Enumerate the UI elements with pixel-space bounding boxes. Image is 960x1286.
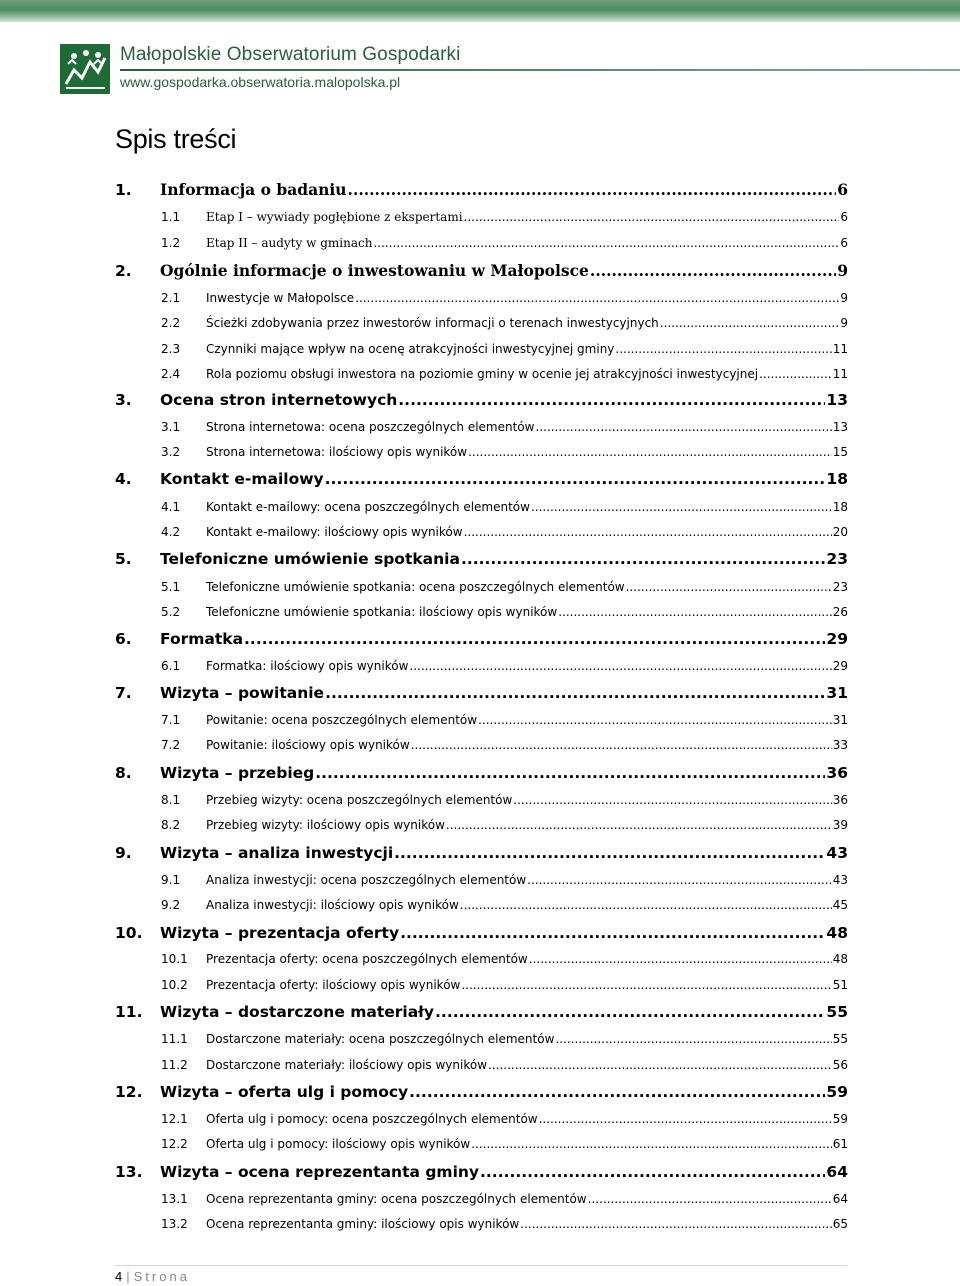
toc-entry-number: 11.2 [161, 1058, 188, 1072]
toc-dot-leader [325, 684, 825, 702]
toc-dot-leader [478, 713, 832, 727]
toc-entry-title: Inwestycje w Małopolsce [206, 291, 355, 305]
toc-chapter-entry[interactable] [115, 261, 848, 280]
toc-section-entry[interactable] [161, 525, 848, 539]
toc-entry-number: 1.1 [161, 210, 181, 224]
toc-entry-title: Oferta ulg i pomocy: ilościowy opis wyników [206, 1137, 471, 1151]
toc-entry-number: 9. [115, 844, 132, 862]
organization-url[interactable]: www.gospodarka.obserwatoria.malopolska.pl [120, 74, 401, 90]
toc-entry-number: 5.1 [161, 580, 181, 594]
toc-entry-page: 48 [826, 924, 848, 942]
toc-entry-page: 59 [832, 1112, 848, 1126]
toc-entry-number: 8. [115, 764, 132, 782]
toc-entry-title: Dostarczone materiały: ocena poszczególnych elementów [206, 1032, 555, 1046]
toc-entry-page: 18 [832, 500, 848, 514]
toc-entry-number: 11. [115, 1003, 143, 1021]
toc-entry-title: Formatka: ilościowy opis wyników [206, 659, 409, 673]
toc-entry-page: 6 [840, 210, 848, 224]
toc-entry-number: 4.2 [161, 525, 181, 539]
toc-dot-leader [355, 291, 839, 305]
toc-entry-title: Etap I – wywiady pogłębione z ekspertami [206, 210, 463, 224]
toc-section-entry[interactable] [161, 420, 848, 434]
toc-section-entry[interactable] [161, 580, 848, 594]
toc-entry-number: 11.1 [161, 1032, 188, 1046]
toc-entry-title: Kontakt e-mailowy: ocena poszczególnych elementów [206, 500, 530, 514]
toc-entry-number: 2.3 [161, 342, 181, 356]
toc-entry-title: Strona internetowa: ocena poszczególnych elementów [206, 420, 535, 434]
toc-entry-page: 64 [832, 1192, 848, 1206]
organization-name: Małopolskie Obserwatorium Gospodarki [120, 44, 461, 65]
toc-entry-page: 9 [840, 316, 848, 330]
toc-dot-leader [394, 844, 825, 862]
toc-dot-leader [529, 952, 832, 966]
toc-entry-number: 13.1 [161, 1192, 188, 1206]
toc-section-entry[interactable] [161, 873, 848, 887]
toc-entry-page: 23 [832, 580, 848, 594]
toc-entry-title: Formatka [160, 630, 244, 648]
toc-entry-title: Wizyta – przebieg [160, 764, 315, 782]
toc-entry-page: 18 [826, 470, 848, 488]
toc-entry-page: 13 [832, 420, 848, 434]
toc-dot-leader [461, 978, 831, 992]
toc-entry-page: 29 [832, 659, 848, 673]
toc-entry-title: Analiza inwestycji: ilościowy opis wyników [206, 898, 459, 912]
toc-entry-number: 1.2 [161, 236, 181, 250]
toc-entry-number: 13. [115, 1163, 143, 1181]
toc-chapter-entry[interactable] [115, 844, 848, 862]
toc-entry-number: 12.1 [161, 1112, 188, 1126]
toc-entry-number: 2.2 [161, 316, 181, 330]
footer-page-label: Strona [133, 1269, 190, 1284]
toc-entry-page: 56 [832, 1058, 848, 1072]
toc-chapter-entry[interactable] [115, 924, 848, 942]
toc-entry-page: 64 [826, 1163, 848, 1181]
toc-entry-page: 55 [832, 1032, 848, 1046]
toc-dot-leader [398, 391, 825, 409]
toc-entry-number: 8.1 [161, 793, 181, 807]
toc-dot-leader [539, 1112, 832, 1126]
footer-separator: | [126, 1269, 130, 1284]
toc-entry-page: 59 [826, 1083, 848, 1101]
toc-section-entry[interactable] [161, 605, 848, 619]
toc-entry-page: 9 [837, 261, 848, 280]
toc-entry-number: 6.1 [161, 659, 181, 673]
toc-section-entry[interactable] [161, 738, 848, 752]
toc-entry-number: 12. [115, 1083, 143, 1101]
toc-dot-leader [588, 1192, 832, 1206]
toc-dot-leader [480, 1163, 825, 1181]
toc-entry-title: Wizyta – oferta ulg i pomocy [160, 1083, 409, 1101]
toc-entry-page: 65 [832, 1217, 848, 1231]
toc-section-entry[interactable] [161, 1192, 848, 1206]
toc-dot-leader [468, 445, 832, 459]
toc-entry-number: 10.1 [161, 952, 188, 966]
toc-section-entry[interactable] [161, 793, 848, 807]
toc-entry-page: 11 [832, 367, 848, 381]
toc-dot-leader [660, 316, 840, 330]
toc-entry-title: Czynniki mające wpływ na ocenę atrakcyjności inwestycyjnej gminy [206, 342, 615, 356]
toc-entry-page: 61 [832, 1137, 848, 1151]
toc-entry-number: 3.2 [161, 445, 181, 459]
toc-entry-title: Informacja o badaniu [160, 180, 347, 199]
toc-entry-title: Ogólnie informacje o inwestowaniu w Małopolsce [160, 261, 589, 280]
toc-entry-number: 6. [115, 630, 132, 648]
toc-chapter-entry[interactable] [115, 391, 848, 409]
toc-entry-title: Powitanie: ilościowy opis wyników [206, 738, 410, 752]
toc-entry-title: Przebieg wizyty: ilościowy opis wyników [206, 818, 445, 832]
toc-entry-page: 11 [832, 342, 848, 356]
toc-entry-title: Powitanie: ocena poszczególnych elementów [206, 713, 478, 727]
toc-dot-leader [464, 210, 840, 224]
toc-dot-leader [513, 793, 831, 807]
toc-entry-title: Ocena reprezentanta gminy: ilościowy opis wyników [206, 1217, 520, 1231]
toc-entry-title: Ocena stron internetowych [160, 391, 398, 409]
toc-dot-leader [615, 342, 831, 356]
toc-entry-number: 2.1 [161, 291, 181, 305]
toc-entry-title: Wizyta – powitanie [160, 684, 325, 702]
toc-dot-leader [460, 898, 832, 912]
toc-chapter-entry[interactable] [115, 180, 848, 199]
toc-section-entry[interactable] [161, 210, 848, 224]
toc-entry-title: Dostarczone materiały: ilościowy opis wyników [206, 1058, 488, 1072]
toc-dot-leader [244, 630, 825, 648]
toc-entry-number: 7. [115, 684, 132, 702]
toc-entry-number: 3.1 [161, 420, 181, 434]
toc-section-entry[interactable] [161, 445, 848, 459]
toc-chapter-entry[interactable] [115, 684, 848, 702]
toc-entry-number: 10.2 [161, 978, 188, 992]
toc-entry-page: 43 [832, 873, 848, 887]
toc-entry-page: 9 [840, 291, 848, 305]
toc-entry-title: Etap II – audyty w gminach [206, 236, 373, 250]
toc-dot-leader [626, 580, 832, 594]
footer-page-number: 4 [115, 1269, 123, 1284]
toc-dot-leader [435, 1003, 825, 1021]
toc-entry-title: Telefoniczne umówienie spotkania [160, 550, 460, 568]
toc-entry-title: Kontakt e-mailowy: ilościowy opis wyników [206, 525, 463, 539]
toc-entry-title: Ścieżki zdobywania przez inwestorów informacji o terenach inwestycyjnych [206, 316, 659, 330]
toc-entry-page: 33 [832, 738, 848, 752]
toc-entry-page: 15 [832, 445, 848, 459]
toc-entry-page: 13 [826, 391, 848, 409]
toc-section-entry[interactable] [161, 1137, 848, 1151]
toc-section-entry[interactable] [161, 713, 848, 727]
toc-dot-leader [555, 1032, 831, 1046]
page-title: Spis treści [115, 124, 237, 154]
toc-entry-title: Telefoniczne umówienie spotkania: ocena poszczególnych elementów [206, 580, 625, 594]
toc-dot-leader [535, 420, 831, 434]
toc-chapter-entry[interactable] [115, 550, 848, 568]
toc-dot-leader [373, 236, 839, 250]
top-gradient-band [0, 0, 960, 22]
toc-entry-title: Przebieg wizyty: ocena poszczególnych elementów [206, 793, 513, 807]
toc-section-entry[interactable] [161, 342, 848, 356]
mog-logo-icon [60, 44, 110, 94]
header-divider [120, 69, 960, 71]
toc-entry-title: Analiza inwestycji: ocena poszczególnych elementów [206, 873, 527, 887]
toc-section-entry[interactable] [161, 978, 848, 992]
toc-entry-number: 12.2 [161, 1137, 188, 1151]
toc-section-entry[interactable] [161, 1032, 848, 1046]
footer-divider [114, 1265, 847, 1266]
toc-entry-page: 51 [832, 978, 848, 992]
toc-dot-leader [446, 818, 832, 832]
toc-entry-page: 29 [826, 630, 848, 648]
toc-section-entry[interactable] [161, 367, 848, 381]
toc-entry-title: Telefoniczne umówienie spotkania: ilościowy opis wyników [206, 605, 558, 619]
toc-entry-page: 31 [832, 713, 848, 727]
toc-entry-title: Kontakt e-mailowy [160, 470, 324, 488]
toc-dot-leader [348, 180, 837, 199]
toc-entry-title: Ocena reprezentanta gminy: ocena poszczególnych elementów [206, 1192, 587, 1206]
toc-dot-leader [409, 659, 831, 673]
toc-entry-number: 7.2 [161, 738, 181, 752]
toc-chapter-entry[interactable] [115, 1003, 848, 1021]
toc-entry-page: 36 [826, 764, 848, 782]
toc-section-entry[interactable] [161, 1058, 848, 1072]
toc-dot-leader [464, 525, 832, 539]
toc-entry-page: 48 [832, 952, 848, 966]
toc-entry-number: 2. [115, 262, 132, 280]
toc-chapter-entry[interactable] [115, 1163, 848, 1181]
toc-entry-title: Prezentacja oferty: ocena poszczególnych elementów [206, 952, 528, 966]
toc-dot-leader [759, 367, 832, 381]
toc-dot-leader [471, 1137, 832, 1151]
toc-entry-number: 13.2 [161, 1217, 188, 1231]
toc-entry-page: 45 [832, 898, 848, 912]
toc-entry-number: 5.2 [161, 605, 181, 619]
toc-section-entry[interactable] [161, 1112, 848, 1126]
toc-section-entry[interactable] [161, 1217, 848, 1231]
toc-entry-number: 9.1 [161, 873, 181, 887]
toc-entry-page: 23 [826, 550, 848, 568]
toc-entry-title: Wizyta – prezentacja oferty [160, 924, 400, 942]
toc-entry-page: 6 [837, 180, 848, 199]
toc-chapter-entry[interactable] [115, 470, 848, 488]
toc-dot-leader [461, 550, 825, 568]
toc-entry-title: Wizyta – dostarczone materiały [160, 1003, 435, 1021]
toc-entry-title: Strona internetowa: ilościowy opis wyników [206, 445, 468, 459]
toc-dot-leader [325, 470, 826, 488]
toc-section-entry[interactable] [161, 291, 848, 305]
toc-entry-number: 2.4 [161, 367, 181, 381]
toc-entry-number: 4.1 [161, 500, 181, 514]
toc-dot-leader [400, 924, 825, 942]
toc-entry-page: 39 [832, 818, 848, 832]
toc-entry-number: 5. [115, 550, 132, 568]
toc-entry-number: 9.2 [161, 898, 181, 912]
toc-entry-page: 26 [832, 605, 848, 619]
toc-chapter-entry[interactable] [115, 630, 848, 648]
toc-entry-title: Wizyta – ocena reprezentanta gminy [160, 1163, 480, 1181]
toc-section-entry[interactable] [161, 952, 848, 966]
toc-dot-leader [409, 1083, 825, 1101]
toc-section-entry[interactable] [161, 898, 848, 912]
toc-section-entry[interactable] [161, 236, 848, 250]
toc-dot-leader [315, 764, 825, 782]
toc-entry-title: Oferta ulg i pomocy: ocena poszczególnych elementów [206, 1112, 538, 1126]
toc-entry-number: 1. [115, 181, 132, 199]
toc-entry-page: 31 [826, 684, 848, 702]
toc-section-entry[interactable] [161, 500, 848, 514]
toc-entry-page: 6 [840, 236, 848, 250]
toc-dot-leader [520, 1217, 831, 1231]
toc-entry-number: 8.2 [161, 818, 181, 832]
toc-entry-title: Rola poziomu obsługi inwestora na poziomie gminy w ocenie jej atrakcyjności inwestycyjnej [206, 367, 759, 381]
toc-dot-leader [558, 605, 832, 619]
toc-dot-leader [531, 500, 832, 514]
toc-entry-title: Wizyta – analiza inwestycji [160, 844, 394, 862]
toc-entry-number: 10. [115, 924, 143, 942]
toc-section-entry[interactable] [161, 316, 848, 330]
toc-entry-number: 4. [115, 470, 132, 488]
toc-dot-leader [488, 1058, 832, 1072]
toc-entry-title: Prezentacja oferty: ilościowy opis wyników [206, 978, 461, 992]
toc-dot-leader [411, 738, 832, 752]
page-footer [115, 1269, 190, 1284]
toc-entry-page: 43 [826, 844, 848, 862]
toc-entry-number: 3. [115, 391, 132, 409]
toc-dot-leader [527, 873, 832, 887]
toc-section-entry[interactable] [161, 818, 848, 832]
toc-entry-page: 20 [832, 525, 848, 539]
toc-entry-page: 55 [826, 1003, 848, 1021]
toc-dot-leader [590, 261, 836, 280]
toc-section-entry[interactable] [161, 659, 848, 673]
toc-chapter-entry[interactable] [115, 1083, 848, 1101]
toc-entry-number: 7.1 [161, 713, 181, 727]
toc-entry-page: 36 [832, 793, 848, 807]
toc-chapter-entry[interactable] [115, 764, 848, 782]
